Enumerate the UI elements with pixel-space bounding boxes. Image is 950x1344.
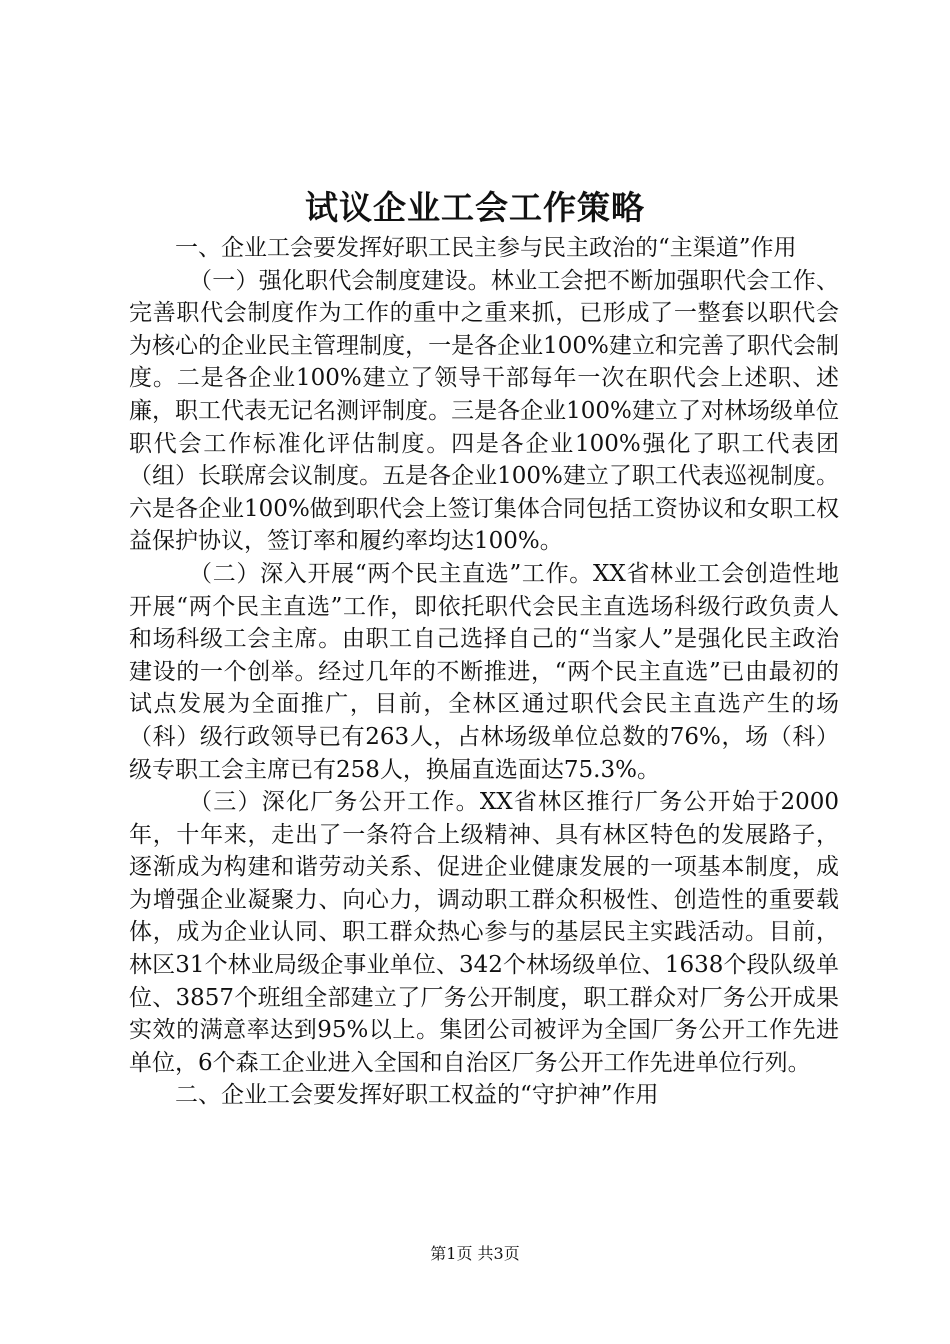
document-title: 试议企业工会工作策略 xyxy=(305,188,645,227)
page-number: 第1页 共3页 xyxy=(430,1244,520,1263)
section-heading-2: 二、企业工会要发挥好职工权益的“守护神”作用 xyxy=(175,1082,659,1109)
paragraph-two-democratic-elections: （二）深入开展“两个民主直选”工作。XX省林业工会创造性地开展“两个民主直选”工作，即依托职代会民主直选场科级行政负责人和场科级工会主席。由职工自己选择自己的“当家人”是强化民主政治建设的一个创举。经过几年的不断推进，“两个民主直选”已由最初的试点发展为全面推广，目前，全林区通过职代会民主直选产生的场（科）级行政领导已有263人，占林场级单位总数的76%，场（科）级专职工会主席已有258人，换届直选面达75.3%。 xyxy=(129,560,839,783)
section-heading-1: 一、企业工会要发挥好职工民主参与民主政治的“主渠道”作用 xyxy=(175,235,797,261)
document-body xyxy=(129,232,839,1112)
paragraph-staff-congress-system: （一）强化职代会制度建设。林业工会把不断加强职代会工作、完善职代会制度作为工作的重中之重来抓，已形成了一整套以职代会为核心的企业民主管理制度，一是各企业100%建立和完善了职代会制度。二是各企业100%建立了领导干部每年一次在职代会上述职、述廉，职工代表无记名测评制度。三是各企业100%建立了对林场级单位职代会工作标准化评估制度。四是各企业100%强化了职工代表团（组）长联席会议制度。五是各企业100%建立了职工代表巡视制度。六是各企业100%做到职代会上签订集体合同包括工资协议和女职工权益保护协议，签订率和履约率均达100%。 xyxy=(129,267,839,555)
paragraph-factory-affairs-disclosure: （三）深化厂务公开工作。XX省林区推行厂务公开始于2000年，十年来，走出了一条符合上级精神、具有林区特色的发展路子，逐渐成为构建和谐劳动关系、促进企业健康发展的一项基本制度，成为增强企业凝聚力、向心力，调动职工群众积极性、创造性的重要载体，成为企业认同、职工群众热心参与的基层民主实践活动。目前，林区31个林业局级企事业单位、342个林场级单位、1638个段队级单位、3857个班组全部建立了厂务公开制度，职工群众对厂务公开成果实效的满意率达到95%以上。集团公司被评为全国厂务公开工作先进单位，6个森工企业进入全国和自治区厂务公开工作先进单位行列。 xyxy=(129,789,839,1076)
